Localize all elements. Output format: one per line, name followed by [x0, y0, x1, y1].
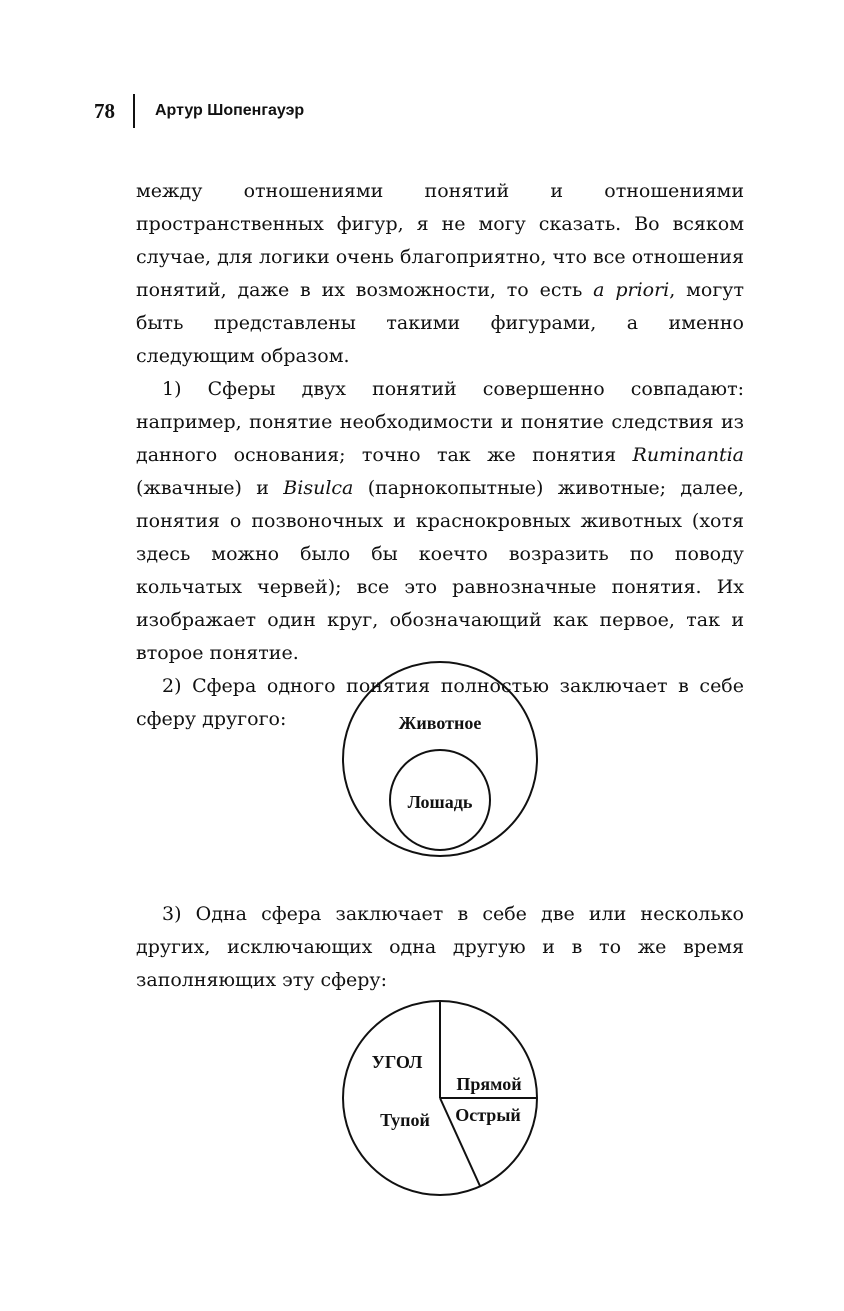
italic-term: Ruminantia — [632, 444, 744, 466]
label-angle: УГОЛ — [371, 1052, 423, 1072]
italic-term: Bisulca — [283, 477, 354, 499]
paragraph-continuation: между отношениями понятий и отношениями пространственных фигур, я не могу сказать. Во всяком случае, для логики очень благоприятно, что все отношения понятий, даже в их возможности, то есть a priori, могут быть представлены такими фигурами, а именно следующим образом. — [136, 180, 744, 367]
label-right: Прямой — [456, 1074, 522, 1094]
label-obtuse: Тупой — [380, 1110, 430, 1130]
paragraph-1: 1) Сферы двух понятий совершенно совпадают: например, понятие необходимости и понятие следствия из данного основания; точно так же понятия Ruminantia (жвачные) и Bisulca (парнокопытные) животные; далее, понятия о позвоночных и краснокровных животных (хотя здесь можно было бы коечто возразить по поводу кольчатых червей); все это равнозначные понятия. Их изображает один круг, обозначающий как первое, так и второе понятие. — [136, 378, 744, 664]
running-head-author: Артур Шопенгауэр — [155, 102, 305, 119]
angle-partition-diagram — [343, 1001, 537, 1195]
paragraph-2: 2) Сфера одного понятия полностью заключает в себе сферу другого: — [136, 675, 744, 730]
outer-circle-label: Животное — [398, 713, 482, 733]
label-acute: Острый — [455, 1105, 521, 1125]
inner-circle-label: Лошадь — [407, 792, 473, 812]
paragraph-3: 3) Одна сфера заключает в себе две или несколько других, исключающих одна другую и в то же время заполняющих эту сферу: — [136, 903, 744, 991]
italic-term: a priori — [593, 279, 670, 301]
page-number: 78 — [94, 98, 115, 123]
outer-circle-animal — [343, 662, 537, 856]
